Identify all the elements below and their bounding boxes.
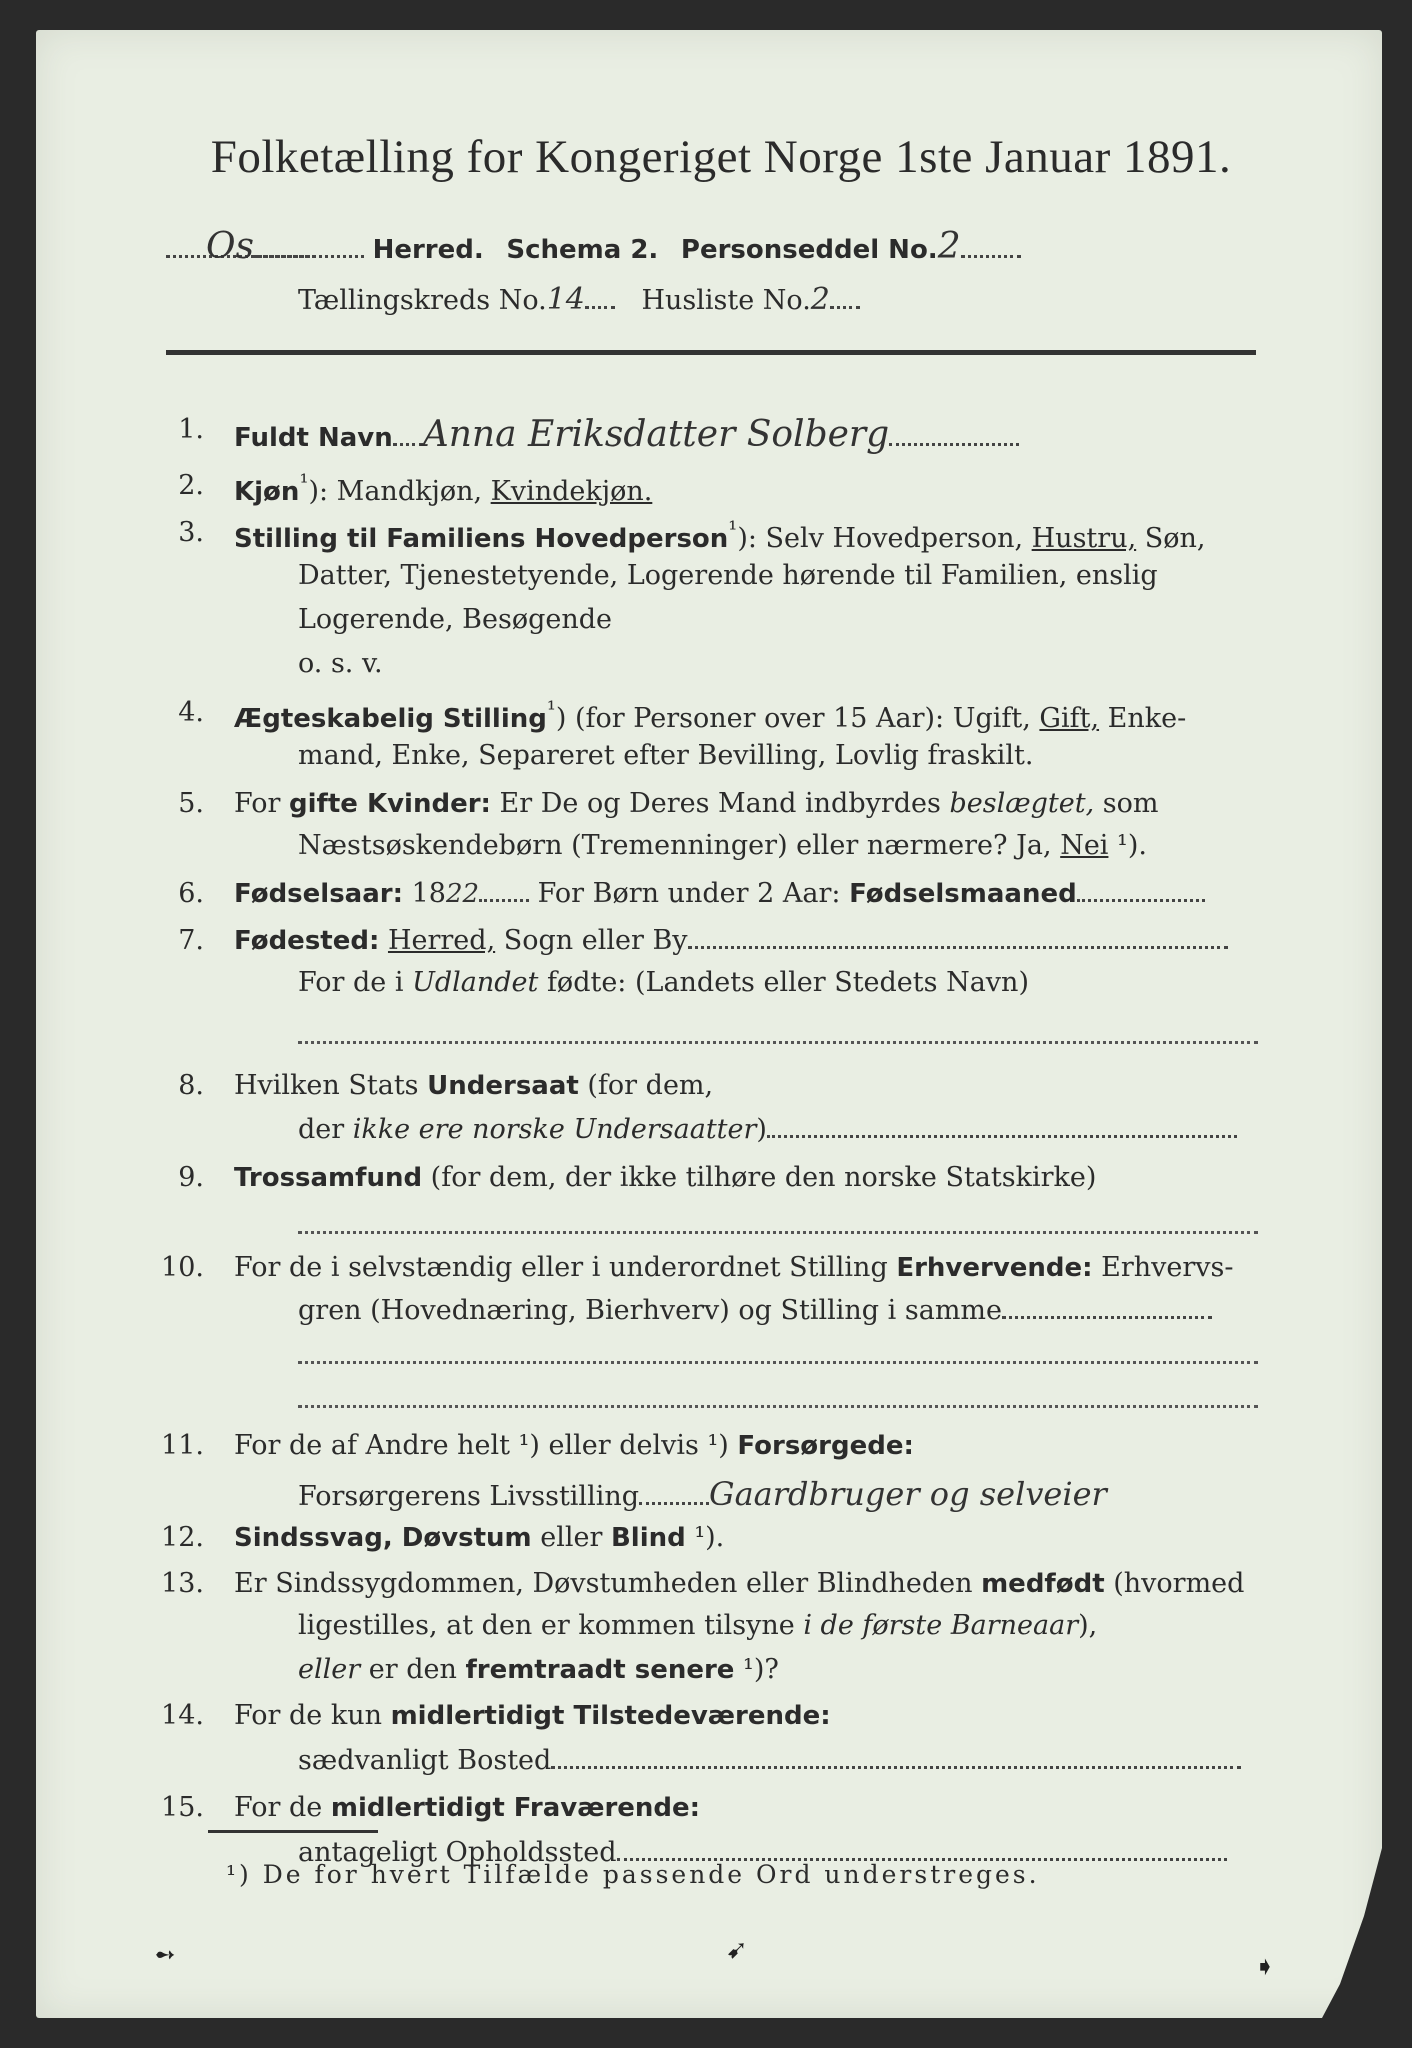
kreds-line	[298, 282, 860, 317]
text: ),	[1078, 1610, 1098, 1641]
italic-text: Udlandet	[412, 967, 539, 998]
item-4-cont: mand, Enke, Separeret efter Bevilling, Lovlig fraskilt.	[298, 740, 1034, 771]
text: Forsørgerens Livsstilling	[298, 1481, 640, 1512]
item-11-cont	[298, 1475, 1107, 1513]
text: For de i selvstændig eller i underordnet Stilling	[234, 1252, 897, 1283]
underlined-choice: Hustru,	[1031, 523, 1137, 554]
item-number: 5.	[178, 788, 204, 819]
footnote-ref: ¹	[299, 470, 309, 496]
name-value: Anna Eriksdatter Solberg	[422, 414, 890, 455]
italic-text: i de første Barneaar	[803, 1610, 1079, 1641]
item-11	[234, 1430, 914, 1461]
text: For de af Andre helt ¹) eller delvis ¹)	[234, 1430, 738, 1461]
underlined-choice: Herred,	[387, 925, 496, 956]
item-number: 15.	[161, 1792, 204, 1823]
text: Enke-	[1099, 703, 1187, 734]
schema-label: Schema 2.	[506, 235, 659, 265]
item-8-cont	[298, 1114, 1237, 1145]
label-erhvervende: Erhvervende:	[896, 1253, 1093, 1283]
label-senere: fremtraadt senere	[465, 1655, 735, 1685]
text: For de	[234, 1792, 331, 1823]
text: Er De og Deres Mand indbyrdes	[490, 788, 950, 819]
text: Søn,	[1136, 523, 1206, 554]
label-undersaat: Undersaat	[427, 1071, 579, 1101]
husliste-value: 2	[810, 282, 830, 317]
text: ¹).	[1108, 830, 1147, 861]
label-fuldt-navn: Fuldt Navn	[234, 423, 393, 453]
herred-value: Os	[206, 226, 254, 267]
item-9	[234, 1162, 1096, 1193]
item-10	[234, 1252, 1234, 1283]
text: For de kun	[234, 1700, 391, 1731]
item-7	[234, 925, 1228, 956]
item-number: 11.	[161, 1430, 204, 1461]
label-fodselsmaaned: Fødselsmaaned	[849, 879, 1077, 909]
blank-line	[298, 1230, 1258, 1234]
kreds-label: Tællingskreds No.	[298, 285, 547, 316]
label-aegteskab: Ægteskabelig Stilling	[234, 704, 547, 734]
text: Næstsøskendebørn (Tremenninger) eller nærmere? Ja,	[298, 830, 1061, 861]
text: (hvormed	[1104, 1568, 1245, 1599]
registration-mark-icon: ➹	[726, 1935, 748, 1965]
item-10-cont	[298, 1295, 1212, 1326]
item-14-cont	[298, 1745, 1241, 1776]
text: ): Selv Hovedperson,	[737, 523, 1032, 554]
item-1	[234, 414, 1019, 455]
item-12	[234, 1522, 724, 1553]
item-6	[234, 878, 1205, 909]
text: ) (for Personer over 15 Aar): Ugift,	[555, 703, 1040, 734]
blank-line	[298, 1360, 1258, 1364]
item-number: 8.	[178, 1070, 204, 1101]
italic-text: ikke ere norske Undersaatter	[352, 1114, 757, 1145]
item-13-cont	[298, 1610, 1097, 1641]
item-number: 1.	[178, 414, 204, 445]
label-medfodt: medfødt	[981, 1569, 1105, 1599]
item-5-cont	[298, 830, 1147, 861]
item-number: 12.	[161, 1522, 204, 1553]
text: For Børn under 2 Aar:	[529, 878, 850, 909]
item-number: 7.	[178, 925, 204, 956]
item-2	[234, 470, 652, 507]
footnote-rule	[208, 1830, 378, 1833]
item-number: 10.	[161, 1252, 204, 1283]
item-number: 13.	[161, 1568, 204, 1599]
text: er den	[360, 1654, 466, 1685]
text: sædvanligt Bosted	[298, 1745, 552, 1776]
item-4: Ægteskabelig Stilling$^{^1}$) (for Personer over 15 Aar): Ugift, Gift, Enke-	[234, 697, 1187, 734]
label-fravaerende: midlertidigt Fraværende:	[330, 1793, 701, 1823]
item-number: 6.	[178, 878, 204, 909]
item-number: 4.	[178, 697, 204, 728]
italic-text: eller	[298, 1654, 361, 1685]
text: )	[756, 1114, 767, 1145]
provider-occupation-value: Gaardbruger og selveier	[709, 1475, 1107, 1513]
item-3-cont: Datter, Tjenestetyende, Logerende hørende til Familien, enslig	[298, 560, 1158, 591]
underlined-choice: Nei	[1060, 830, 1109, 861]
item-3-cont: Logerende, Besøgende	[298, 604, 612, 635]
label-blind: Blind	[610, 1523, 686, 1553]
item-number: 3.	[178, 517, 204, 548]
item-number: 14.	[161, 1700, 204, 1731]
label-sindssvag: Sindssvag, Døvstum	[234, 1523, 532, 1553]
text: fødte: (Landets eller Stedets Navn)	[538, 967, 1029, 998]
item-13-cont	[298, 1654, 779, 1685]
text: eller	[531, 1522, 611, 1553]
label-forsorgede: Forsørgede:	[737, 1431, 914, 1461]
form-title: Folketælling for Kongeriget Norge 1ste Januar 1891.	[210, 131, 1232, 183]
census-form	[36, 30, 1382, 2018]
text: gren (Hovednæring, Bierhverv) og Stilling i samme	[298, 1295, 1003, 1326]
text: ¹).	[685, 1522, 725, 1553]
herred-label: Herred.	[372, 235, 484, 265]
label-tilstede: midlertidigt Tilstedeværende:	[390, 1701, 831, 1731]
text: ): Mandkjøn,	[308, 476, 491, 507]
kreds-value: 14	[546, 282, 585, 317]
item-8	[234, 1070, 713, 1101]
underlined-choice: Kvindekjøn.	[490, 476, 653, 507]
label-trossamfund: Trossamfund	[234, 1163, 423, 1193]
label-fodselsaar: Fødselsaar:	[234, 879, 403, 909]
text: Erhvervs-	[1092, 1252, 1234, 1283]
item-5	[234, 788, 1158, 819]
text: 18	[403, 878, 446, 909]
text: ¹)?	[734, 1654, 779, 1685]
text: (for dem, der ikke tilhøre den norske Statskirke)	[422, 1162, 1097, 1193]
text	[379, 925, 388, 956]
personseddel-value: 2	[937, 226, 961, 267]
husliste-label: Husliste No.	[641, 285, 811, 316]
italic-text: beslægtet,	[949, 788, 1095, 819]
header-rule	[166, 350, 1256, 355]
registration-mark-icon: ➻	[154, 1940, 176, 1970]
item-7-cont	[298, 967, 1029, 998]
birthyear-value: 22	[445, 879, 480, 909]
text: ligestilles, at den er kommen tilsyne	[298, 1610, 804, 1641]
text: (for dem,	[578, 1070, 714, 1101]
text: som	[1094, 788, 1159, 819]
item-3: Stilling til Familiens Hovedperson$^{^1}$): Selv Hovedperson, Hustru, Søn,	[234, 517, 1206, 554]
item-13	[234, 1568, 1244, 1599]
text: Er Sindssygdommen, Døvstumheden eller Blindheden	[234, 1568, 982, 1599]
item-15	[234, 1792, 700, 1823]
herred-line	[166, 226, 1021, 267]
text: For	[234, 788, 290, 819]
text: antageligt Opholdssted	[298, 1837, 617, 1868]
label-fodested: Fødested:	[234, 926, 380, 956]
item-number: 2.	[178, 470, 204, 501]
label-kjon: Kjøn	[234, 477, 300, 507]
personseddel-label: Personseddel No.	[680, 235, 938, 265]
blank-line	[298, 1404, 1258, 1408]
text: der	[298, 1114, 353, 1145]
underlined-choice: Gift,	[1039, 703, 1100, 734]
text: Hvilken Stats	[234, 1070, 428, 1101]
text: For de i	[298, 967, 413, 998]
item-3-cont: o. s. v.	[298, 648, 383, 679]
label-stilling: Stilling til Familiens Hovedperson	[234, 524, 729, 554]
item-14	[234, 1700, 831, 1731]
item-number: 9.	[178, 1162, 204, 1193]
blank-line	[298, 1040, 1258, 1044]
torn-corner	[1322, 1848, 1382, 2018]
label-gifte: gifte Kvinder:	[289, 789, 491, 819]
footnote: ¹) De for hvert Tilfælde passende Ord understreges.	[226, 1860, 1040, 1889]
registration-mark-icon: ➧	[1254, 1952, 1276, 1982]
text: Sogn eller By	[495, 925, 688, 956]
